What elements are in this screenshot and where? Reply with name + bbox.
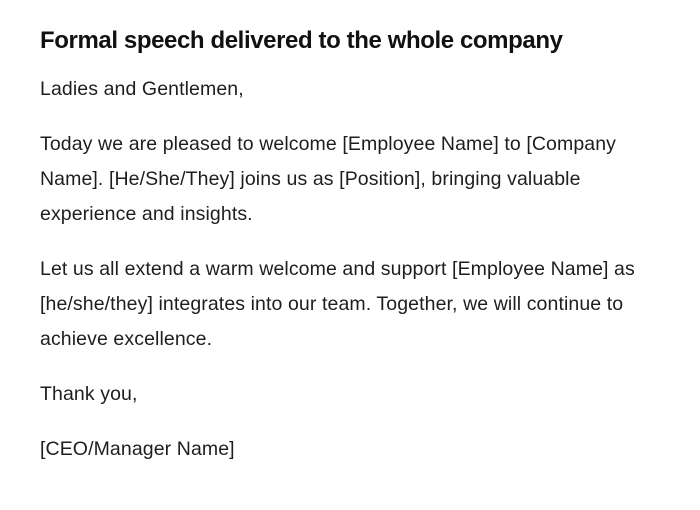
speech-document [40, 26, 650, 487]
support-paragraph: Let us all extend a warm welcome and support [Employee Name] as [he/she/they] integrates into our team. Together, we will continue to achieve excellence. [40, 258, 635, 350]
salutation: Ladies and Gentlemen, [40, 78, 244, 100]
welcome-paragraph: Today we are pleased to welcome [Employee Name] to [Company Name]. [He/She/They] joins us as [Position], bringing valuable experience and insights. [40, 133, 617, 225]
signature-name: [CEO/Manager Name] [40, 438, 235, 460]
document-title: Formal speech delivered to the whole company [40, 27, 563, 54]
closing-line: Thank you, [40, 383, 138, 405]
